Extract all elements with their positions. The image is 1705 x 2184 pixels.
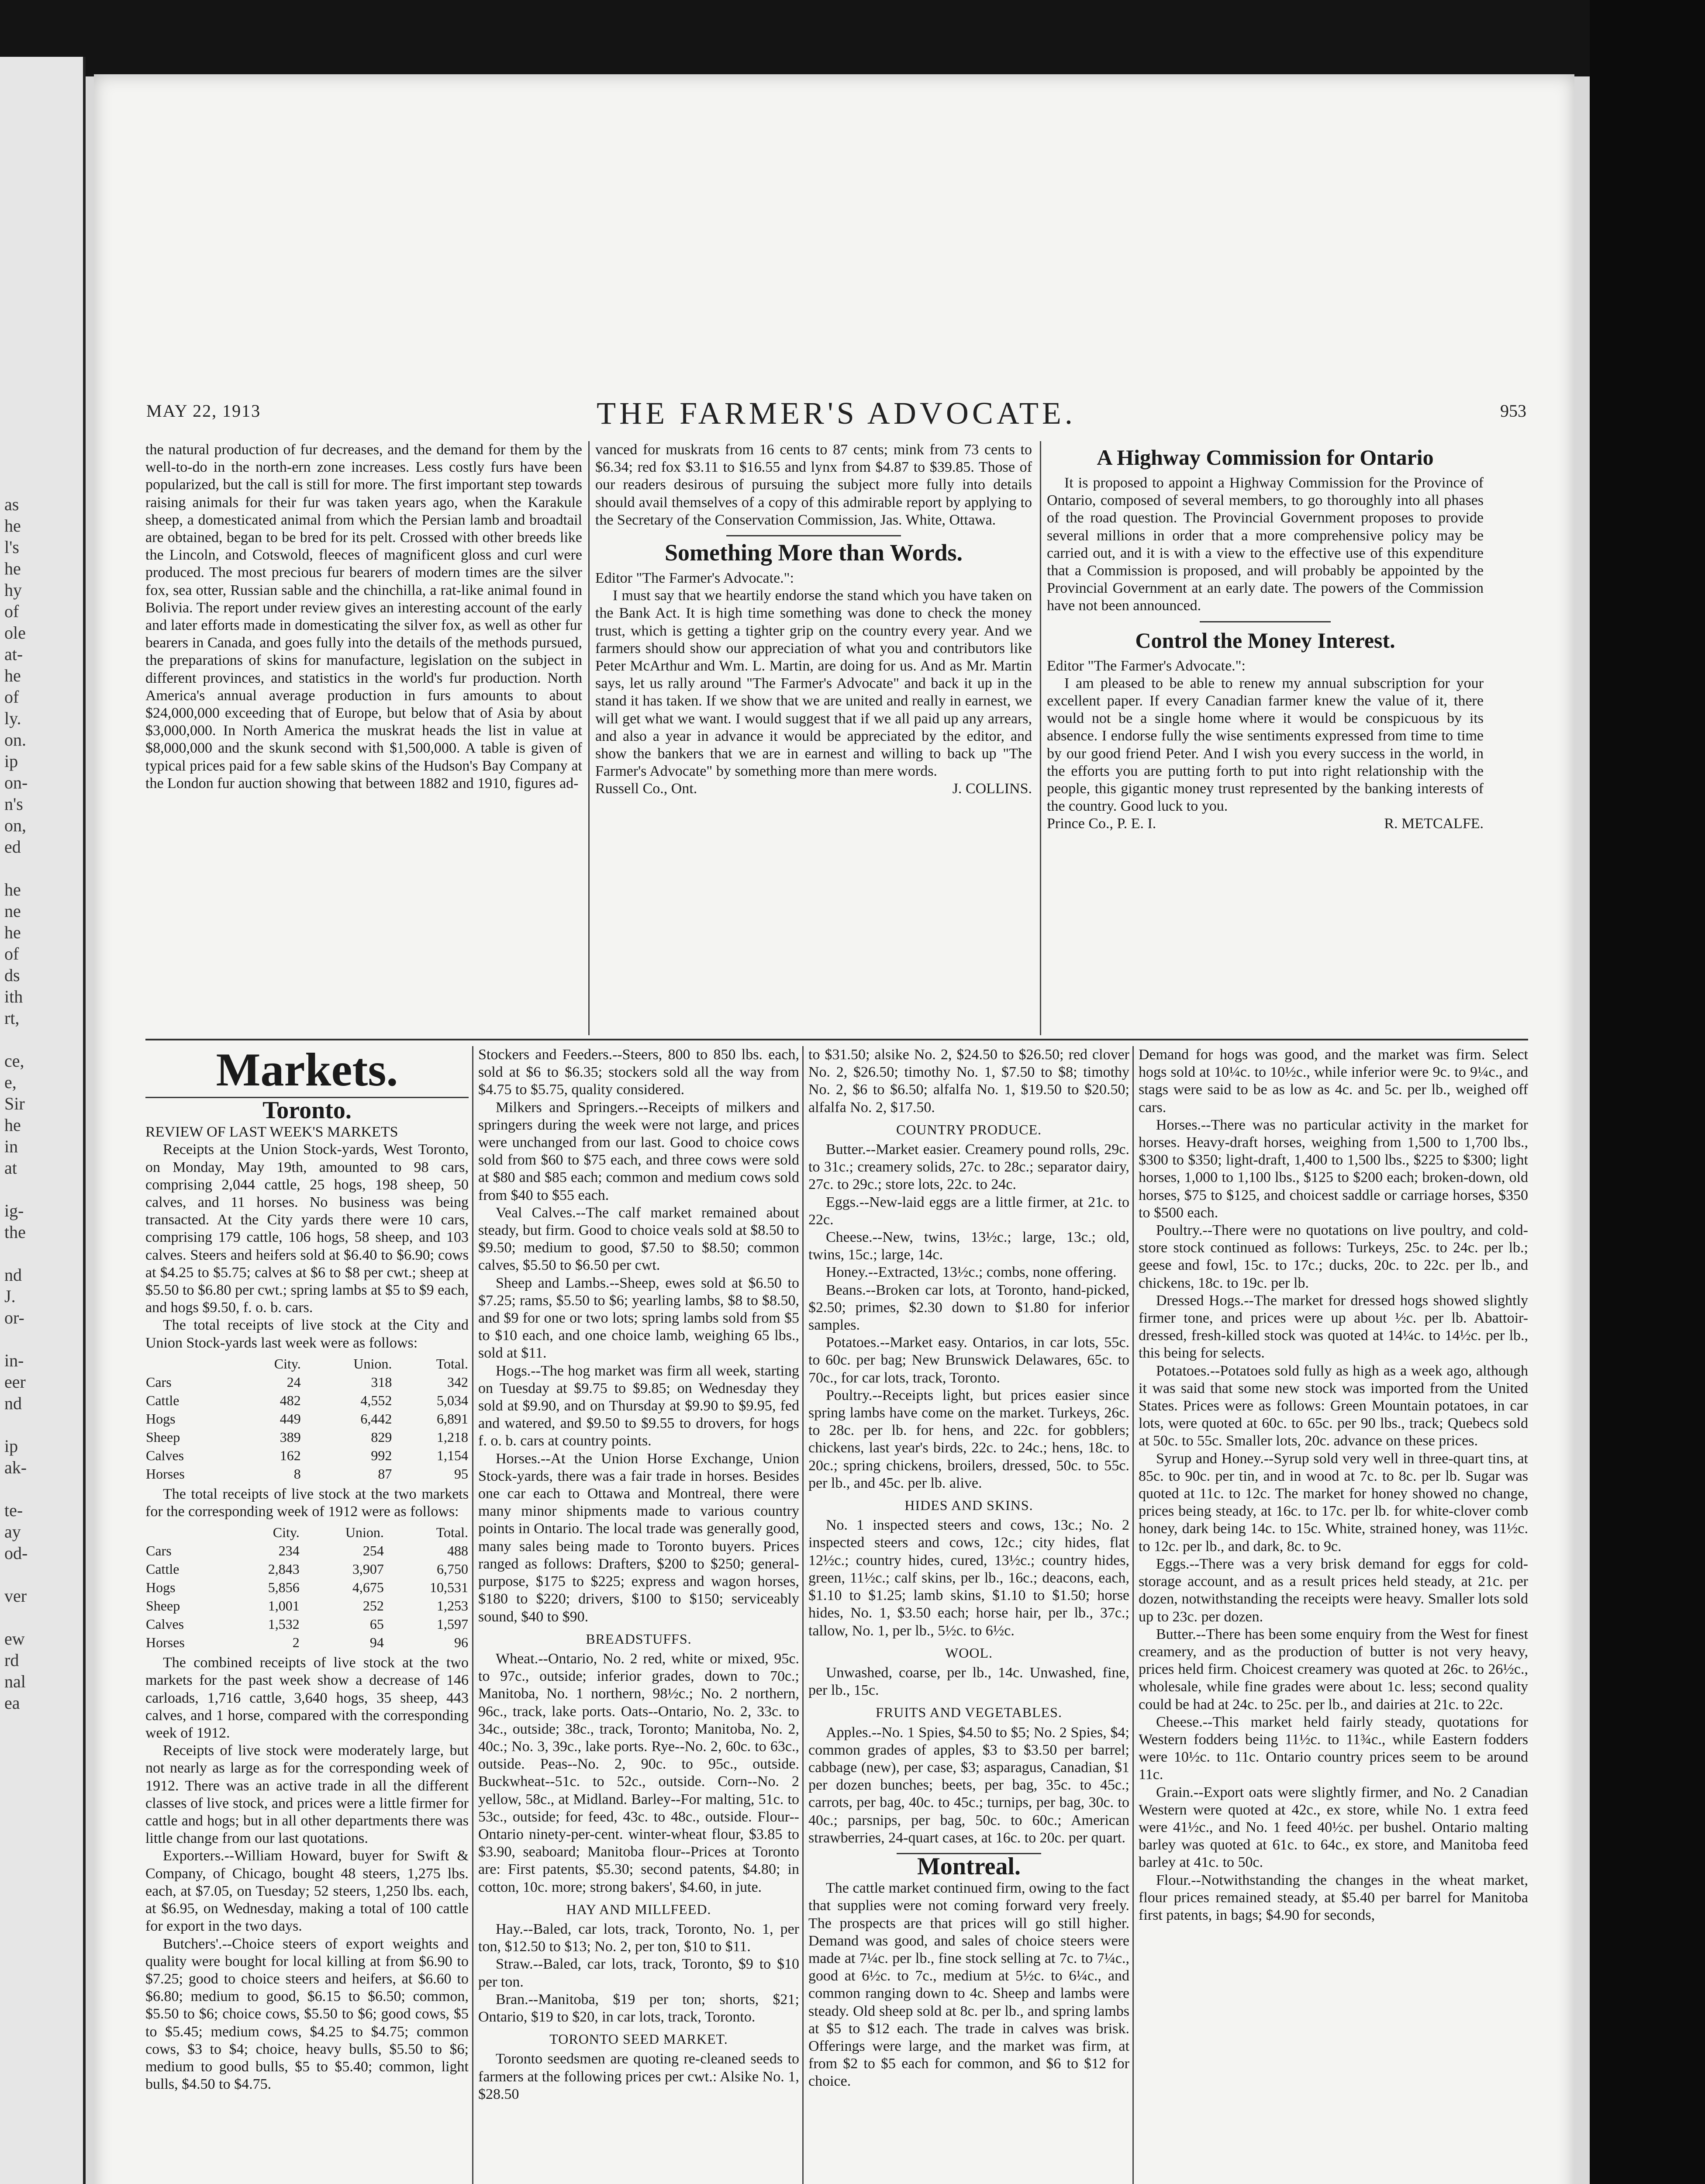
table-row [145,1615,469,1633]
column-header [145,1355,238,1373]
table-row [145,1541,469,1560]
facing-page-fragment: ak- [4,1458,27,1477]
table-row [145,1391,469,1410]
review-paragraph: Exporters.--William Howard, buyer for Swift & Company, of Chicago, bought 48 steers, 1,275 lbs. each, at $7.05, on Tuesday; 52 steers, 1,250 lbs. each, at $6.95, on Wednesday, making a total of 100 cattle for export in the two days. [145,1848,469,1935]
markets-col-1 [145,1046,469,2093]
table-cell: Calves [146,1616,184,1632]
table-cell: 96 [454,1635,468,1651]
letter-signature [595,780,1032,798]
market-paragraph: No. 1 inspected steers and cows, 13c.; No. 2 inspected steers and cows, 12c.; city hides, flat 12½c.; country hides, cured, 13½c.; country hides, green, 11½c.; calf skins, per lb., 16c.; deacons, each, $1.10 to $1.25; lamb skins, $1.10 to $1.50; horse hides, No. 1, $3.50 each; horse hair, per lb., 37c.; tallow, No. 1, per lb., 5½c. to 6½c. [808,1517,1129,1639]
facing-page-fragment: he [4,923,21,942]
facing-page-fragment: ip [4,751,18,771]
market-paragraph: Potatoes.--Market easy. Ontarios, in car lots, 55c. to 60c. per bag; New Brunswick Delawares, 65c. to 70c., for car lots, track, Toronto. [808,1334,1129,1386]
scan-border-top [0,0,1705,76]
table-cell: 992 [371,1447,392,1463]
facing-page-fragment [4,1414,28,1435]
market-paragraph: Syrup and Honey.--Syrup sold very well in three-quart tins, at 85c. to 90c. per tin, and in wood at 7c. to 8c. per lb. Sugar was quoted at 11c. to 12c. The market for honey showed no change, prices being steady, at 16c. to 17c. per lb. for white-clover comb honey, dark being 14c. to 15c. White, strained honey, was 11½c. to 12c. per lb., and dark, 8c. to 9c. [1139,1450,1528,1555]
facing-page-fragment: Sir [4,1094,25,1113]
facing-page-fragment: of [4,944,19,964]
facing-page-fragment: ith [4,987,23,1006]
markets-heading: Markets. [216,1044,398,1096]
letter-salutation: Editor "The Farmer's Advocate.": [1047,657,1246,674]
facing-page-fragment: on. [4,730,26,750]
separator-rule [726,535,901,536]
facing-page-fragment: rd [4,1650,19,1670]
review-paragraph: Receipts of live stock were moderately large, but not nearly as large as for the corresponding week of 1912. There was an active trade in all the different classes of live stock, and prices were a little firmer for cattle and hogs; but in all other departments there was little change from our last quotations. [145,1742,469,1847]
facing-page-fragment [4,1029,28,1050]
facing-page-fragment: he [4,559,21,578]
table-cell: 24 [286,1374,301,1390]
table-cell: 162 [280,1447,301,1463]
facing-page-fragment: ce, [4,1051,24,1071]
table-cell: Cars [146,1543,172,1559]
page-number: 953 [1500,401,1526,421]
table-cell: Sheep [146,1429,180,1445]
facing-page-fragments [4,494,28,1714]
column-header: Total. [436,1355,468,1372]
seed-heading: TORONTO SEED MARKET. [549,2031,728,2047]
table-cell: 4,552 [360,1392,392,1408]
table-cell: 65 [369,1616,384,1632]
facing-page-fragment: nal [4,1672,26,1691]
table-cell: Sheep [146,1598,180,1614]
facing-page-fragment [4,1328,28,1350]
signature-place: Prince Co., P. E. I. [1047,816,1156,832]
column-divider [472,1046,473,2184]
table-cell: 252 [362,1598,384,1614]
market-paragraph: Unwashed, coarse, per lb., 14c. Unwashed, fine, per lb., 15c. [808,1664,1129,1699]
table-cell: Cars [146,1374,172,1390]
review-paragraph: Receipts at the Union Stock-yards, West Toronto, on Monday, May 19th, amounted to 98 cars, comprising 2,044 cattle, 25 hogs, 198 sheep, 50 calves, and 11 horses. No business was being transacted. At the City yards there were 10 cars, comprising 179 cattle, 106 hogs, 58 sheep, and 103 calves. Steers and heifers sold at $6.40 to $6.90; cows at $4.25 to $5.75; calves at $6 to $8 per cwt.; sheep at $5.50 to $6.80 per cwt.; spring lambs at $5 to $9 each, and hogs $9.50, f. o. b. cars. [145,1141,469,1316]
market-paragraph: Dressed Hogs.--The market for dressed hogs showed slightly firmer tone, and prices were up about ½c. per lb. Abattoir-dressed, fresh-killed stock was quoted at 14¼c. to 14½c. per lb., this being for selects. [1139,1292,1528,1362]
market-paragraph: Butter.--There has been some enquiry from the West for finest creamery, and as the production of butter is not very heavy, prices held firm. Choicest creamery was quoted at 26c. to 26½c., wholesale, while fine grades were about 1c. less; second quality could be had at 24c. to 25c. per lb., and dairies at 21c. to 22c. [1139,1626,1528,1713]
market-paragraph: Bran.--Manitoba, $19 per ton; shorts, $21; Ontario, $19 to $20, in car lots, track, Toronto. [478,1991,799,2025]
column-divider [1132,1046,1134,2184]
facing-page-fragment: on- [4,773,28,792]
scan-border-right [1590,0,1705,2184]
facing-page-fragment: ed [4,837,21,857]
column-divider [802,1046,804,2184]
facing-page-edge [0,57,86,2184]
table-cell: 95 [454,1465,468,1482]
facing-page-fragment: ne [4,901,21,921]
column-divider [588,441,590,1035]
market-paragraph: Apples.--No. 1 Spies, $4.50 to $5; No. 2 Spies, $4; common grades of apples, $3 to $3.50 per barrel; cabbage (new), per case, $3; asparagus, Canadian, $1 per dozen bunches; beets, per bag, 35c. to 45c.; carrots, per bag, 40c. to 45c.; turnips, per bag, 30c. to 40c.; parsnips, per bag, 50c. to 60c.; American strawberries, 24-quart cases, at 16c. to 20c. per quart. [808,1724,1129,1846]
market-paragraph: Honey.--Extracted, 13½c.; combs, none offering. [826,1264,1117,1281]
table-header-row [145,1355,469,1373]
facing-page-fragment: he [4,1115,21,1135]
control-body: I am pleased to be able to renew my annual subscription for your excellent paper. If every Canadian farmer knew the value of it, there would not be a single home where it would be conspicuous by its absence. I endorse fully the wise sentiments expressed from time to time by our good friend Peter. And I wish you every success in the world, in the efforts you are putting forth to put into right relationship with the people, this gigantic money trust represented by the banking interests of the country. Good luck to you. [1047,675,1484,815]
facing-page-fragment: ew [4,1629,25,1648]
issue-date: MAY 22, 1913 [146,401,261,421]
table-cell: 342 [447,1374,468,1390]
table-cell: Cattle [146,1392,179,1408]
wool-heading: WOOL. [945,1645,993,1661]
page-header [146,395,1526,435]
market-paragraph: Straw.--Baled, car lots, track, Toronto, $9 to $10 per ton. [478,1956,799,1990]
signature-author: J. COLLINS. [952,781,1032,797]
table-row [145,1597,469,1615]
market-paragraph: Veal Calves.--The calf market remained about steady, but firm. Good to choice veals sold at $8.50 to $9.50; medium to good, $7.50 to $8.50; common calves, $5.50 to $6.50 per cwt. [478,1204,799,1274]
market-paragraph: Wheat.--Ontario, No. 2 red, white or mixed, 95c. to 97c., outside; inferior grades, down to 70c.; Manitoba, No. 1 northern, 98½c.; No. 2 northern, 96c., track, lake ports. Oats--Ontario, No. 2, 33c. to 34c., outside; 38c., track, Toronto; Manitoba, No. 2, 40c.; No. 3, 39c., lake ports. Rye--No. 2, 60c. to 63c., outside. Peas--No. 2, 90c. to 95c., outside. Buckwheat--51c. to 52c., outside. Corn--No. 2 yellow, 58c., at Midland. Barley--For malting, 51c. to 53c., outside; for feed, 43c. to 48c., outside. Flour--Ontario ninety-per-cent. winter-wheat flour, $3.85 to $3.90, seaboard; Manitoba flour--Prices at Toronto are: First patents, $5.30; second patents, $4.80; in cotton, 10c. more; strong bakers', $4.60, in jute. [478,1650,799,1895]
breadstuffs-heading: BREADSTUFFS. [586,1631,692,1647]
table-cell: Hogs [146,1579,176,1596]
table-row [145,1373,469,1391]
furs-article [145,441,582,792]
table-row [145,1633,469,1652]
signature-place: Russell Co., Ont. [595,781,697,797]
table-cell: 6,442 [360,1410,392,1427]
separator-rule [1200,621,1331,622]
table-cell: 94 [369,1635,384,1651]
table-cell: Horses [146,1635,185,1651]
table-cell: 3,907 [352,1561,384,1577]
table-row [145,1560,469,1578]
table-cell: 829 [371,1429,392,1445]
facing-page-fragment: at [4,1158,17,1178]
market-paragraph: Butter.--Market easier. Creamery pound rolls, 29c. to 31c.; creamery solids, 27c. to 28c.; separator dairy, 27c. to 29c.; store lots, 22c. to 24c. [808,1141,1129,1193]
market-paragraph: Cheese.--New, twins, 13½c.; large, 13c.; old, twins, 15c.; large, 14c. [808,1229,1129,1263]
market-paragraph: Hogs.--The hog market was firm all week, starting on Tuesday at $9.75 to $9.85; on Wednesday they sold at $9.90, and on Thursday at $9.90 to $9.95, fed and watered, and $9.50 to $9.55 to drovers, for hogs f. o. b. cars at country points. [478,1362,799,1449]
table-cell: 488 [447,1543,468,1559]
table-row [145,1446,469,1465]
table-cell: 449 [280,1410,301,1427]
market-paragraph: Beans.--Broken car lots, at Toronto, hand-picked, $2.50; primes, $2.30 down to $1.80 for inferior samples. [808,1282,1129,1334]
facing-page-fragment: nd [4,1265,22,1285]
masthead-title: THE FARMER'S ADVOCATE. [597,396,1076,431]
table-cell: 8 [293,1465,301,1482]
right-column-top [1047,441,1484,833]
market-paragraph: Toronto seedsmen are quoting re-cleaned seeds to farmers at the following prices per cwt.: Alsike No. 1, $28.50 [478,2051,799,2102]
facing-page-fragment: ay [4,1522,21,1541]
table-cell: Calves [146,1447,184,1463]
table-cell: 1,001 [268,1598,300,1614]
market-paragraph: Horses.--At the Union Horse Exchange, Union Stock-yards, there was a fair trade in horses. Besides one car each to Ottawa and Montreal, there were many minor shipments made to various country points in Ontario. The local trade was generally good, many sales being made to Toronto buyers. Prices ranged as follows: Drafters, $200 to $250; general-purpose, $175 to $225; express and wagon horses, $180 to $220; drivers, $100 to $150; serviceably sound, $40 to $90. [478,1450,799,1625]
facing-page-fragment: ig- [4,1201,24,1220]
facing-page-fragment: eer [4,1372,26,1392]
market-paragraph: Grain.--Export oats were slightly firmer, and No. 2 Canadian Western were quoted at 42c., ex store, while No. 1 extra feed were 41½c., and No. 1 feed 40½c. per bushel. Ontario malting barley was quoted at 61c. to 64c., ex store, and Manitoba feed barley at 41c. to 50c. [1139,1784,1528,1871]
column-header: Total. [436,1524,468,1541]
montreal-heading: Montreal. [917,1852,1021,1880]
market-paragraph: Poultry.--There were no quotations on live poultry, and cold-store stock continued as follows: Turkeys, 25c. to 24c. per lb.; geese and fowl, 15c. to 17c.; ducks, 20c. to 22c. per lb., and chickens, 18c. to 19c. per lb. [1139,1222,1528,1291]
facing-page-fragment: n's [4,794,23,814]
article-title-words: Something More than Words. [664,539,963,566]
market-paragraph: Stockers and Feeders.--Steers, 800 to 850 lbs. each, sold at $6 to $6.35; stockers sold all the way from $4.75 to $5.75, quality considered. [478,1047,799,1098]
market-paragraph: Poultry.--Receipts light, but prices easier since spring lambs have come on the market. Turkeys, 26c. to 28c. per lb. for hens, and 22c. for gobblers; chickens, last year's birds, 22c. to 24c.; hens, 18c. to 20c.; spring chickens, broilers, dressed, 50c. to 55c. per lb., and 45c. per lb. alive. [808,1387,1129,1491]
facing-page-fragment: nd [4,1393,22,1413]
facing-page-fragment [4,1478,28,1500]
table-cell: 318 [371,1374,392,1390]
column-header: City. [274,1355,301,1372]
table-cell: 1,154 [437,1447,468,1463]
table-cell: Cattle [146,1561,179,1577]
market-paragraph: Eggs.--New-laid eggs are a little firmer, at 21c. to 22c. [808,1194,1129,1228]
review-paragraph: The combined receipts of live stock at the two markets for the past week show a decrease of 146 carloads, 1,716 cattle, 3,640 hogs, 35 sheep, 443 calves, and 1 horse, compared with the corresponding week of 1912. [145,1655,469,1742]
facing-page-fragment: on, [4,816,26,835]
facing-page-fragment: l's [4,537,19,557]
table-cell: 87 [378,1465,392,1482]
table-cell: 1,253 [437,1598,468,1614]
facing-page-fragment [4,1243,28,1264]
table-cell: 5,856 [268,1579,300,1596]
facing-page-fragment: the [4,1222,26,1242]
table-cell: 482 [280,1392,301,1408]
market-paragraph: Cheese.--This market held fairly steady, quotations for Western fodders being 11½c. to 11¾c., while Eastern fodders were 10½c. to 11c. Ontario country prices seem to be around 11c. [1139,1714,1528,1783]
table-cell: 1,218 [437,1429,468,1445]
markets-col-2 [478,1046,799,2103]
markets-col-3 [808,1046,1129,2091]
hides-heading: HIDES AND SKINS. [904,1497,1033,1514]
table-row [145,1410,469,1428]
facing-page-fragment: at- [4,644,23,664]
table-cell: 1,532 [268,1616,300,1632]
signature-author: R. METCALFE. [1384,816,1484,832]
fruits-heading: FRUITS AND VEGETABLES. [876,1704,1062,1721]
facing-page-fragment: in- [4,1351,24,1370]
market-paragraph: Hay.--Baled, car lots, track, Toronto, No. 1, per ton, $12.50 to $13; No. 2, per ton, $10 to $11. [478,1921,799,1955]
table-cell: Hogs [146,1410,176,1427]
facing-page-fragment: he [4,880,21,899]
toronto-heading: Toronto. [262,1097,352,1124]
facing-page-fragment [4,1607,28,1628]
facing-page-fragment [4,857,28,879]
facing-page-fragment: hy [4,580,22,600]
highway-body: It is proposed to appoint a Highway Commission for the Province of Ontario, composed of several members, to go thoroughly into all phases of the road question. The Provincial Government proposes to provide several millions in order that a more comprehensive policy may be carried out, and it is with a view to the effective use of this expenditure that a Commission is proposed, and will probably be appointed by the Provincial Government at an early date. The powers of the Commission have not been announced. [1047,475,1484,614]
market-paragraph: The cattle market continued firm, owing to the fact that supplies were not coming forward very freely. The prospects are that prices will go still higher. Demand was good, and sales of choice steers were made at 7¼c. per lb., fine stock selling at 7c. to 7¼c., good at 6½c. to 7c., medium at 5½c. to 6¼c., and common ranging down to 4c. Sheep and lambs were steady. Old sheep sold at 8c. per lb., and spring lambs at $5 to $12 each. The trade in calves was brisk. Offerings were large, and the market was firm, at from $2 to $5 each for common, and $6 to $12 for choice. [808,1880,1129,2090]
hay-heading: HAY AND MILLFEED. [566,1901,711,1917]
table-header-row [145,1523,469,1541]
country-produce-heading: COUNTRY PRODUCE. [896,1121,1042,1137]
receipts-table-current [145,1355,469,1483]
middle-column-top [595,441,1032,798]
facing-page-fragment: ver [4,1586,27,1606]
letter-salutation: Editor "The Farmer's Advocate.": [595,570,794,587]
facing-page-fragment: or- [4,1308,24,1327]
column-divider [1040,441,1041,1035]
review-heading: REVIEW OF LAST WEEK'S MARKETS [145,1124,398,1140]
newspaper-page [94,74,1574,2184]
facing-page-fragment: ds [4,965,20,985]
section-divider [145,1039,1528,1040]
column-header: City. [273,1524,300,1541]
table-row [145,1428,469,1446]
facing-page-fragment: he [4,516,21,536]
table-row [145,1578,469,1597]
market-paragraph: Milkers and Springers.--Receipts of milkers and springers during the week were not large, and prices were unchanged from our last. Good to choice cows sold from $60 to $75 each, and three cows were sold at $80 and $85 each; common and medium cows sold from $40 to $55 each. [478,1099,799,1203]
table-cell: 389 [280,1429,301,1445]
facing-page-fragment: od- [4,1543,28,1563]
table-cell: 5,034 [437,1392,468,1408]
facing-page-fragment [4,1178,28,1200]
table-cell: 6,891 [437,1410,468,1427]
table-cell: Horses [146,1465,185,1482]
facing-page-fragment: as [4,494,19,514]
article-title-control: Control the Money Interest. [1135,628,1395,653]
table-cell: 2,843 [268,1561,300,1577]
facing-page-fragment: ip [4,1436,18,1456]
facing-page-fragment: ole [4,623,26,643]
markets-col-4 [1139,1046,1528,1924]
table-cell: 234 [278,1543,300,1559]
table-cell: 4,675 [352,1579,384,1596]
table-cell: 1,597 [437,1616,468,1632]
table-cell: 2 [292,1635,300,1651]
furs-text: the natural production of fur decreases, and the demand for them by the well-to-do in the north-ern zone increases. Less costly furs have been popularized, but the call is still for more. The first important step towards raising animals for their fur was taken years ago, when the Karakule sheep, a domesticated animal from which the Persian lamb and broadtail are obtained, began to be bred for its pelt. Crossed with other breeds like the Lincoln, and Cotswold, fleeces of magnificent gloss and curl were produced. The most precious fur bearers of modern times are the silver fox, sea otter, Russian sable and the chinchilla, a rat-like animal found in Bolivia. The report under review gives an interesting account of the early and later efforts made in domesticating the silver fox, as well as other fur bearers in Canada, and goes fully into the details of the methods pursued, the preparations of skins for manufacture, legislation on the subject in different provinces, and statistics in the world's fur production. North America's annual average production in furs amounts to about $24,000,000 exceeding that of Europe, but below that of Asia by about $3,000,000. In North America the muskrat heads the list in value at $8,000,000 and the skunk second with $1,500,000. A table is given of typical prices paid for a few sable skins of the Hudson's Bay Company at the London fur auction showing that between 1882 and 1910, figures ad- [145,442,582,791]
review-paragraph: Butchers'.--Choice steers of export weights and quality were bought for local killing at from $6.90 to $7.25; good to choice steers and heifers, at $6.60 to $6.80; medium to good, $6.15 to $6.50; common, $5.50 to $6; choice cows, $5.50 to $6; good cows, $5 to $5.45; medium cows, $4.25 to $4.75; common cows, $3 to $4; choice, heavy bulls, $5.50 to $6; medium to good bulls, $5 to $5.40; common, light bulls, $4.50 to $4.75. [145,1935,469,2093]
letter-signature [1047,815,1484,833]
facing-page-fragment: ly. [4,708,21,728]
table-cell: 10,531 [430,1579,468,1596]
market-paragraph: Demand for hogs was good, and the market was firm. Select hogs sold at 10¼c. to 10½c., while inferior were 9c. to 9¼c., and stags were said to be as low as 4c. and 5c. per lb., weighed off cars. [1139,1047,1528,1116]
table-cell: 254 [362,1543,384,1559]
review-paragraph: The total receipts of live stock at the two markets for the corresponding week of 1912 were as follows: [145,1486,469,1520]
facing-page-fragment: of [4,601,19,621]
facing-page-fragment: e, [4,1072,17,1092]
facing-page-fragment: rt, [4,1008,20,1028]
facing-page-fragment: te- [4,1500,23,1520]
article-title-highway: A Highway Commission for Ontario [1097,445,1434,470]
facing-page-fragment: he [4,666,21,685]
letter-body: I must say that we heartily endorse the stand which you have taken on the Bank Act. It is high time something was done to check the money trust, which is getting a tighter grip on the country every year. And we farmers should show our appreciation of what you and contributors like Peter McArthur and Wm. L. Martin, are doing for us. And as Mr. Martin says, let us rally around "The Farmer's Advocate" and back it up in the stand it has taken. If we show that we are united and really in earnest, we will get what we want. I would suggest that if we all paid up any arrears, and also a year in advance it would be appreciated by the editor, and show the bankers that we are in earnest and willing to back up "The Farmer's Advocate" by something more than mere words. [595,587,1032,780]
market-paragraph: Potatoes.--Potatoes sold fully as high as a week ago, although it was said that some new stock was imported from the United States. Prices were as follows: Green Mountain potatoes, in car lots, were quoted at 60c. to 65c. per 90 lbs., track; Quebecs sold at 50c. to 55c. Smaller lots, 20c. advance on these prices. [1139,1362,1528,1449]
market-paragraph: Flour.--Notwithstanding the changes in the wheat market, flour prices remained steady, at $5.40 per barrel for Manitoba first patents, in bags; $4.90 for seconds, [1139,1872,1528,1923]
review-paragraph: The total receipts of live stock at the City and Union Stock-yards last week were as follows: [145,1317,469,1351]
facing-page-fragment [4,1564,28,1585]
furs-continued: vanced for muskrats from 16 cents to 87 cents; mink from 73 cents to $6.34; red fox $3.11 to $16.55 and lynx from $4.87 to $39.85. Those of our readers desirous of pursuing the subject more fully into details should avail themselves of a copy of this admirable report by applying to the Secretary of the Conservation Commission, Jas. White, Ottawa. [595,442,1032,528]
table-row [145,1465,469,1483]
column-header: Union. [353,1355,392,1372]
column-header: Union. [345,1524,384,1541]
facing-page-fragment: in [4,1137,18,1156]
facing-page-fragment: J. [4,1286,16,1306]
market-paragraph: Eggs.--There was a very brisk demand for eggs for cold-storage account, and as a result prices held steady, at 21c. per dozen, notwithstanding the receipts were heavy. Smaller lots sold up to 23c. per dozen. [1139,1555,1528,1625]
table-cell: 6,750 [437,1561,468,1577]
market-paragraph: Sheep and Lambs.--Sheep, ewes sold at $6.50 to $7.25; rams, $5.50 to $6; yearling lambs, $8 to $8.50, and $9 for one or two lots; spring lambs sold from $5 to $10 each, and one choice lamb, weighing 65 lbs., sold at $11. [478,1275,799,1362]
receipts-table-1912 [145,1523,469,1652]
market-paragraph: Horses.--There was no particular activity in the market for horses. Heavy-draft horses, weighing from 1,500 to 1,700 lbs., $300 to $350; light-draft, 1,400 to 1,500 lbs., $225 to $300; light horses, 1,000 to 1,100 lbs., $125 to $200 each; broken-down, old horses, $75 to $125, and choicest saddle or carriage horses, $350 to $500 each. [1139,1116,1528,1221]
facing-page-fragment: ea [4,1693,20,1713]
column-header [145,1523,231,1541]
market-paragraph: to $31.50; alsike No. 2, $24.50 to $26.50; red clover No. 2, $26.50; timothy No. 1, $7.50 to $8; timothy No. 2, $6 to $6.50; alfalfa No. 1, $19.50 to $20.50; alfalfa No. 2, $17.50. [808,1047,1129,1116]
facing-page-fragment: of [4,687,19,707]
